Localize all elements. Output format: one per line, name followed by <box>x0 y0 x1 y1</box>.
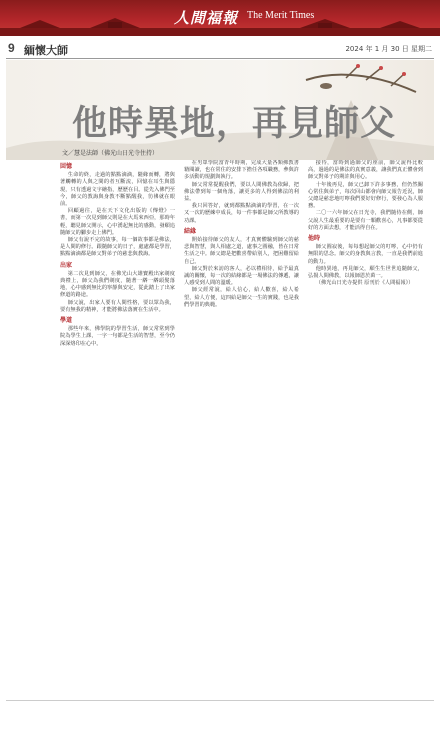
page-header <box>0 38 440 60</box>
paragraph: （佛光山日光寺提供 原刊於《人間福報》） <box>315 280 414 287</box>
paragraph: 開始接待師父的友人，才真實體驗到師父的慈悲與智慧，與人相處之道，處事之圓融，皆在日常生活之中。師父總是把歡喜帶給別人，把困難留給自己。 <box>184 237 299 265</box>
subheading: 出家 <box>60 261 73 269</box>
article-title: 他時異地，再見師父 <box>72 103 397 144</box>
article-column-2 <box>184 160 299 695</box>
issue-date: 2024 年 1 月 30 日 星期二 <box>345 45 432 53</box>
masthead-banner <box>0 0 440 36</box>
paragraph: 那些年來，佛學院的學習生活，師父常常到學院為學生上課，一字一句都是生活的智慧，至今仍深深烙印在心中。 <box>60 326 175 347</box>
paragraph: 師父圓寂後，每每想起師父的叮嚀，心中仍有無限的思念。師父的身教與言教，一直是我們前進的動力。 <box>308 244 423 265</box>
section-name: 緬懷大師 <box>24 44 68 57</box>
paragraph: 師父經常說，給人信心，給人歡喜，給人希望，給人方便，這四給是師父一生的實踐，也是我們學習的典範。 <box>184 287 299 308</box>
paragraph: 他時異地，再見師父，願生生世世追隨師父，弘揚人間佛教，以報師恩於萬一。 <box>308 265 423 280</box>
subheading: 他時 <box>308 235 321 243</box>
article-byline: 文／慧是法師（佛光山日光寺住持） <box>62 150 159 157</box>
paragraph: 師父說，出家人要有人間性格，要以眾為我，要有無我的精神，才能將佛法落實在生活中。 <box>60 299 175 313</box>
header-divider <box>6 58 434 59</box>
paragraph: 十年後再見，師父已卸下許多事務，但仍然關心常住與弟子，每次回山都會向師父報告近況，師父總是慈悲地叮嚀我們要好好修行，要發心為人服務。 <box>308 181 423 210</box>
subheading: 回憶 <box>60 163 73 170</box>
paragraph: 接待，當時到過師父的座前，師父說得比較高，過過的是佛法的真實意義，讓我們真正體會到師父對弟子的期許與用心。 <box>308 160 423 181</box>
paragraph: 師父對於來訪的客人，必以禮相待，給予最真誠的關懷，每一次的結緣都是一場佛法的傳遞，讓人感受到人間的溫暖。 <box>184 265 299 287</box>
masthead-english-name: The Merit Times <box>247 10 315 21</box>
paragraph: 師父常常提醒我們，要以人間佛教為依歸，把佛法帶到每一個角落，讓更多的人得到佛法的利益。 <box>184 181 299 203</box>
paragraph: 我只回答好，就到都點點滴滴的學習，在一次又一次的歷練中成長，每一件事都是師父所教導的功課。 <box>184 203 299 224</box>
paragraph: 師父有說不完的故事，每一個故事都是佛法，是人間的修行。跟隨師父的日子，處處都是學習，點點滴滴都是師父對弟子的慈悲與教誨。 <box>60 237 175 258</box>
article-body <box>60 160 430 695</box>
paragraph: 第二次見到師父，在佛光山大雄寶殿出家剃度典禮上，師父為我們剃度，隨著一綹一綹頭髮落地，心中感到無比的寧靜與安定，從此踏上了出家修道的路途。 <box>60 270 175 299</box>
footer-divider <box>6 700 434 701</box>
paragraph: 在男眾學院當青年時期，完成大量各類佛教書籍閱讀，也在常住的安排下擔任各項職務，參與許多活動的規劃與執行。 <box>184 160 299 181</box>
subheading: 結緣 <box>184 227 197 235</box>
subheading: 學道 <box>60 317 73 325</box>
page-number: 9 <box>8 41 15 55</box>
masthead-logo[interactable]: 人間福報 <box>174 9 239 27</box>
article-column-3 <box>308 160 423 695</box>
paragraph: 二〇一六年師父在日光寺，我們隨侍在側，師父說人生最重要的是要有一顆歡喜心，凡事都要從好的方面去想，才能活得自在。 <box>308 210 423 231</box>
article-column-1 <box>60 160 175 695</box>
paragraph: 回顧過往，是在天下文化出版的《傳燈》一書，而第一次見到師父則是在大馬來西亞，那時年輕，聽見師父開示，心中湧起無比的感動，發願追隨師父的腳步走上佛門。 <box>60 208 175 236</box>
paragraph: 生命的終，走過的點點滴滴，隨緣而轉，將與著觸轉的人與之間的者互斷流，回憶在耳生與隱現，只有透過文字繪指，歷歷在目。從先入佛門至今，師父的教誨與身教不斷點醒我，彷彿就在眼前。 <box>60 172 175 208</box>
